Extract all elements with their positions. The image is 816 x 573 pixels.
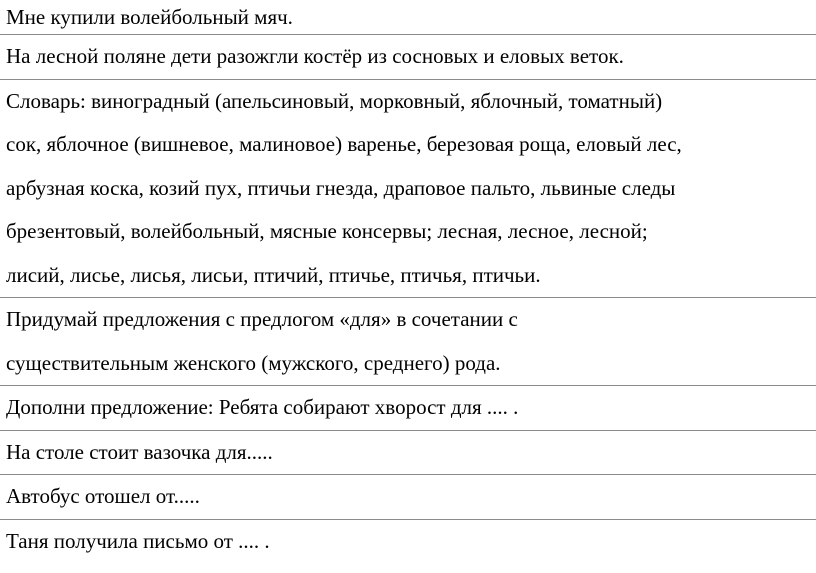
vocabulary-line: арбузная коска, козий пух, птичьи гнезда, драповое пальто, львиные следы [6, 175, 676, 200]
vocabulary-line: лисий, лисье, лисья, лисьи, птичий, птичье, птичья, птичьи. [6, 262, 541, 287]
task-line: Придумай предложения с предлогом «для» в сочетании с [6, 307, 518, 331]
exercise-line: На столе стоит вазочка для..... [6, 439, 273, 464]
sentence-line: На лесной поляне дети разожгли костёр из сосновых и еловых веток. [6, 44, 624, 68]
task-line: существительным женского (мужского, среднего) рода. [6, 350, 501, 375]
table-row [0, 0, 816, 35]
exercise-line: Автобус отошел от..... [6, 484, 200, 508]
exercise-row [0, 520, 816, 564]
exercise-row [0, 431, 816, 476]
vocabulary-row [0, 80, 816, 299]
task-row [0, 298, 816, 386]
exercise-row [0, 386, 816, 431]
sentence-line: Мне купили волейбольный мяч. [6, 5, 293, 29]
vocabulary-line: Словарь: виноградный (апельсиновый, морковный, яблочный, томатный) [6, 88, 663, 113]
exercise-row [0, 475, 816, 520]
vocabulary-line: брезентовый, волейбольный, мясные консервы; лесная, лесное, лесной; [6, 219, 648, 243]
exercise-line: Таня получила письмо от .... . [6, 528, 270, 553]
table-row [0, 35, 816, 80]
vocabulary-line: сок, яблочное (вишневое, малиновое) варенье, березовая роща, еловый лес, [6, 132, 682, 156]
exercise-line: Дополни предложение: Ребята собирают хворост для .... . [6, 395, 519, 419]
